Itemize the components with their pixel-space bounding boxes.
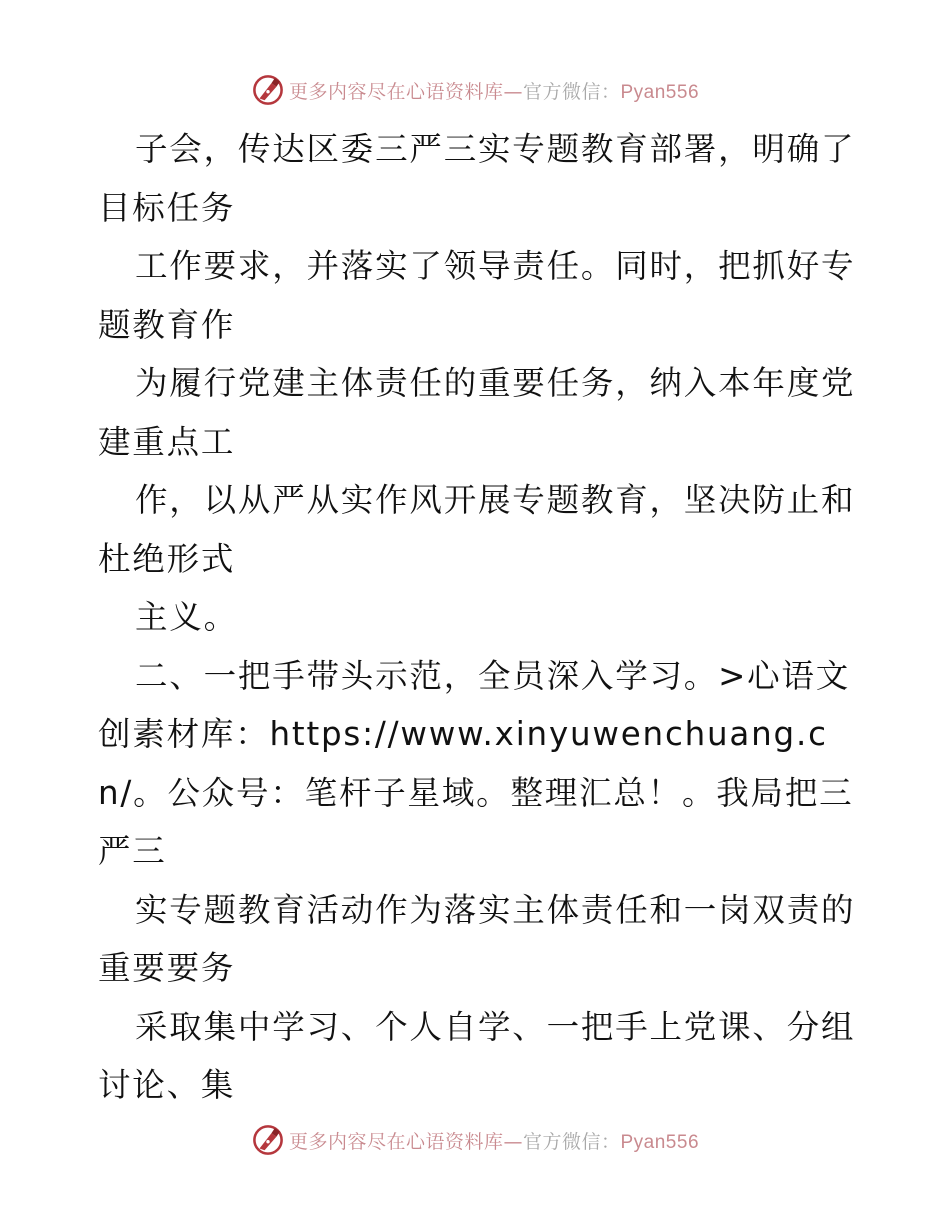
footer-watermark <box>0 1120 950 1160</box>
watermark-wechat-label: 官方微信： <box>522 1130 621 1153</box>
watermark-text <box>289 77 699 104</box>
paragraph: 采取集中学习、个人自学、一把手上党课、分组讨论、集 <box>98 1007 856 1104</box>
watermark-dash: — <box>503 80 523 103</box>
paragraph: 作，以从严从实作风开展专题教育，坚决防止和杜绝形式 <box>98 481 856 578</box>
header-watermark <box>0 70 950 110</box>
paragraph: 二、一把手带头示范，全员深入学习。>心语文创素材库：https://www.xinyuwenchuang.cn/。公众号：笔杆子星域。整理汇总！。我局把三严三 <box>98 656 854 870</box>
watermark-main-text: 更多内容尽在心语资料库 <box>288 80 504 103</box>
pen-nib-logo-icon <box>251 73 285 107</box>
paragraph: 主义。 <box>135 598 238 636</box>
watermark-wechat-id: Pyan556 <box>620 1131 700 1153</box>
paragraph: 实专题教育活动作为落实主体责任和一岗双责的重要要务 <box>98 890 856 987</box>
watermark-main-text: 更多内容尽在心语资料库 <box>288 1130 504 1153</box>
pen-nib-logo-icon <box>251 1123 285 1157</box>
paragraph: 工作要求，并落实了领导责任。同时，把抓好专题教育作 <box>98 247 856 344</box>
watermark-wechat-label: 官方微信： <box>522 80 621 103</box>
paragraph: 为履行党建主体责任的重要任务，纳入本年度党建重点工 <box>98 364 856 461</box>
document-body <box>98 120 858 1115</box>
paragraph: 子会，传达区委三严三实专题教育部署，明确了目标任务 <box>98 130 856 227</box>
watermark-wechat-id: Pyan556 <box>620 81 700 103</box>
watermark-dash: — <box>503 1130 523 1153</box>
watermark-text <box>289 1127 699 1154</box>
